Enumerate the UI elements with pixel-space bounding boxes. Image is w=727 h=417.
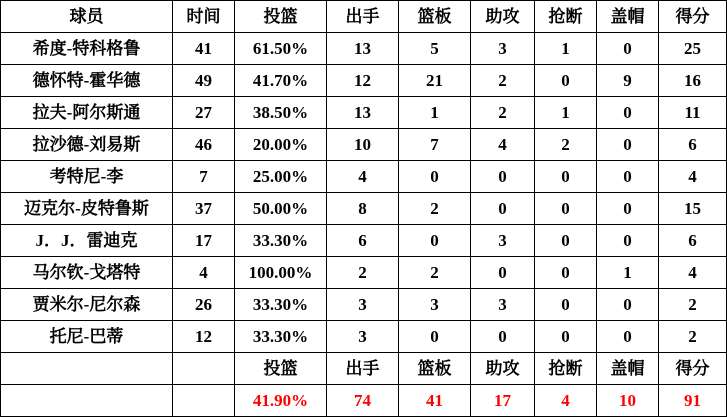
stat-cell-pts: 4 — [659, 257, 727, 289]
totals-header-row — [1, 353, 727, 385]
stat-cell-blk: 0 — [597, 225, 659, 257]
totals-value-cell: 17 — [471, 385, 535, 417]
player-name-cell: 考特尼-李 — [1, 161, 173, 193]
table-row — [1, 321, 727, 353]
stat-cell-pts: 2 — [659, 289, 727, 321]
player-name-cell: 马尔钦-戈塔特 — [1, 257, 173, 289]
player-name-cell: J．J．雷迪克 — [1, 225, 173, 257]
stat-cell-reb: 7 — [399, 129, 471, 161]
totals-value-cell: 74 — [327, 385, 399, 417]
table-row — [1, 161, 727, 193]
table-body — [1, 1, 727, 417]
stat-cell-min: 17 — [173, 225, 235, 257]
stat-cell-stl: 1 — [535, 33, 597, 65]
stat-cell-blk: 0 — [597, 129, 659, 161]
table-row — [1, 289, 727, 321]
column-header: 抢断 — [535, 1, 597, 33]
stat-cell-stl: 0 — [535, 321, 597, 353]
stat-cell-fga: 12 — [327, 65, 399, 97]
stat-cell-reb: 2 — [399, 193, 471, 225]
stat-cell-ast: 3 — [471, 33, 535, 65]
totals-column-header: 篮板 — [399, 353, 471, 385]
stat-cell-stl: 0 — [535, 65, 597, 97]
column-header: 得分 — [659, 1, 727, 33]
stat-cell-fga: 13 — [327, 33, 399, 65]
stat-cell-pts: 16 — [659, 65, 727, 97]
stat-cell-reb: 2 — [399, 257, 471, 289]
table-row — [1, 97, 727, 129]
column-header: 球员 — [1, 1, 173, 33]
stat-cell-min: 46 — [173, 129, 235, 161]
stat-cell-fga: 4 — [327, 161, 399, 193]
stat-cell-ast: 3 — [471, 289, 535, 321]
stat-cell-ast: 0 — [471, 257, 535, 289]
stat-cell-min: 12 — [173, 321, 235, 353]
stat-cell-reb: 3 — [399, 289, 471, 321]
stat-cell-fgpct: 20.00% — [235, 129, 327, 161]
stat-cell-min: 27 — [173, 97, 235, 129]
stat-cell-ast: 2 — [471, 97, 535, 129]
player-name-cell: 拉夫-阿尔斯通 — [1, 97, 173, 129]
stat-cell-fga: 13 — [327, 97, 399, 129]
table-row — [1, 193, 727, 225]
stat-cell-ast: 3 — [471, 225, 535, 257]
stat-cell-reb: 1 — [399, 97, 471, 129]
player-name-cell: 迈克尔-皮特鲁斯 — [1, 193, 173, 225]
table-row — [1, 257, 727, 289]
totals-value-cell: 41.90% — [235, 385, 327, 417]
column-header: 投篮 — [235, 1, 327, 33]
stat-cell-min: 26 — [173, 289, 235, 321]
table-row — [1, 65, 727, 97]
totals-column-header: 抢断 — [535, 353, 597, 385]
stat-cell-fgpct: 100.00% — [235, 257, 327, 289]
stat-cell-min: 7 — [173, 161, 235, 193]
table-row — [1, 225, 727, 257]
stat-cell-min: 37 — [173, 193, 235, 225]
stat-cell-pts: 2 — [659, 321, 727, 353]
stat-cell-fgpct: 61.50% — [235, 33, 327, 65]
column-header: 篮板 — [399, 1, 471, 33]
stat-cell-ast: 0 — [471, 161, 535, 193]
totals-column-header: 投篮 — [235, 353, 327, 385]
stat-cell-reb: 0 — [399, 161, 471, 193]
stat-cell-ast: 0 — [471, 321, 535, 353]
stat-cell-reb: 21 — [399, 65, 471, 97]
stat-cell-min: 49 — [173, 65, 235, 97]
stat-cell-ast: 4 — [471, 129, 535, 161]
column-header: 盖帽 — [597, 1, 659, 33]
stat-cell-pts: 15 — [659, 193, 727, 225]
totals-column-header: 助攻 — [471, 353, 535, 385]
stat-cell-fgpct: 33.30% — [235, 225, 327, 257]
stat-cell-pts: 4 — [659, 161, 727, 193]
totals-column-header: 出手 — [327, 353, 399, 385]
stat-cell-fga: 10 — [327, 129, 399, 161]
stat-cell-fga: 8 — [327, 193, 399, 225]
stat-cell-reb: 0 — [399, 321, 471, 353]
player-name-cell: 贾米尔-尼尔森 — [1, 289, 173, 321]
stat-cell-blk: 0 — [597, 193, 659, 225]
totals-value-cell: 41 — [399, 385, 471, 417]
stat-cell-fgpct: 33.30% — [235, 321, 327, 353]
column-header: 时间 — [173, 1, 235, 33]
player-name-cell: 拉沙德-刘易斯 — [1, 129, 173, 161]
stat-cell-fgpct: 50.00% — [235, 193, 327, 225]
stat-cell-pts: 11 — [659, 97, 727, 129]
column-header: 出手 — [327, 1, 399, 33]
totals-value-cell: 91 — [659, 385, 727, 417]
stat-cell-stl: 0 — [535, 257, 597, 289]
totals-value-cell: 10 — [597, 385, 659, 417]
stat-cell-stl: 0 — [535, 193, 597, 225]
stat-cell-min: 41 — [173, 33, 235, 65]
stat-cell-blk: 9 — [597, 65, 659, 97]
stat-cell-reb: 0 — [399, 225, 471, 257]
player-name-cell: 托尼-巴蒂 — [1, 321, 173, 353]
player-name-cell: 希度-特科格鲁 — [1, 33, 173, 65]
stat-cell-stl: 0 — [535, 161, 597, 193]
player-name-cell: 德怀特-霍华德 — [1, 65, 173, 97]
table-row — [1, 129, 727, 161]
stat-cell-ast: 2 — [471, 65, 535, 97]
stat-cell-fgpct: 25.00% — [235, 161, 327, 193]
totals-values-row — [1, 385, 727, 417]
empty-cell — [173, 353, 235, 385]
totals-value-cell: 4 — [535, 385, 597, 417]
stat-cell-fgpct: 38.50% — [235, 97, 327, 129]
stat-cell-fga: 6 — [327, 225, 399, 257]
stat-cell-stl: 0 — [535, 225, 597, 257]
stat-cell-blk: 0 — [597, 33, 659, 65]
stat-cell-blk: 0 — [597, 161, 659, 193]
stat-cell-ast: 0 — [471, 193, 535, 225]
table-header-row — [1, 1, 727, 33]
empty-cell — [1, 353, 173, 385]
stat-cell-fgpct: 33.30% — [235, 289, 327, 321]
column-header: 助攻 — [471, 1, 535, 33]
stat-cell-blk: 1 — [597, 257, 659, 289]
totals-column-header: 盖帽 — [597, 353, 659, 385]
stat-cell-blk: 0 — [597, 97, 659, 129]
stat-cell-fga: 2 — [327, 257, 399, 289]
stat-cell-stl: 0 — [535, 289, 597, 321]
stat-cell-fga: 3 — [327, 289, 399, 321]
empty-cell — [173, 385, 235, 417]
totals-column-header: 得分 — [659, 353, 727, 385]
stat-cell-fgpct: 41.70% — [235, 65, 327, 97]
stat-cell-fga: 3 — [327, 321, 399, 353]
stat-cell-pts: 6 — [659, 225, 727, 257]
stat-cell-pts: 25 — [659, 33, 727, 65]
stat-cell-blk: 0 — [597, 289, 659, 321]
stat-cell-pts: 6 — [659, 129, 727, 161]
stat-cell-stl: 2 — [535, 129, 597, 161]
stat-cell-blk: 0 — [597, 321, 659, 353]
table-row — [1, 33, 727, 65]
stat-cell-reb: 5 — [399, 33, 471, 65]
empty-cell — [1, 385, 173, 417]
stat-cell-min: 4 — [173, 257, 235, 289]
stat-cell-stl: 1 — [535, 97, 597, 129]
